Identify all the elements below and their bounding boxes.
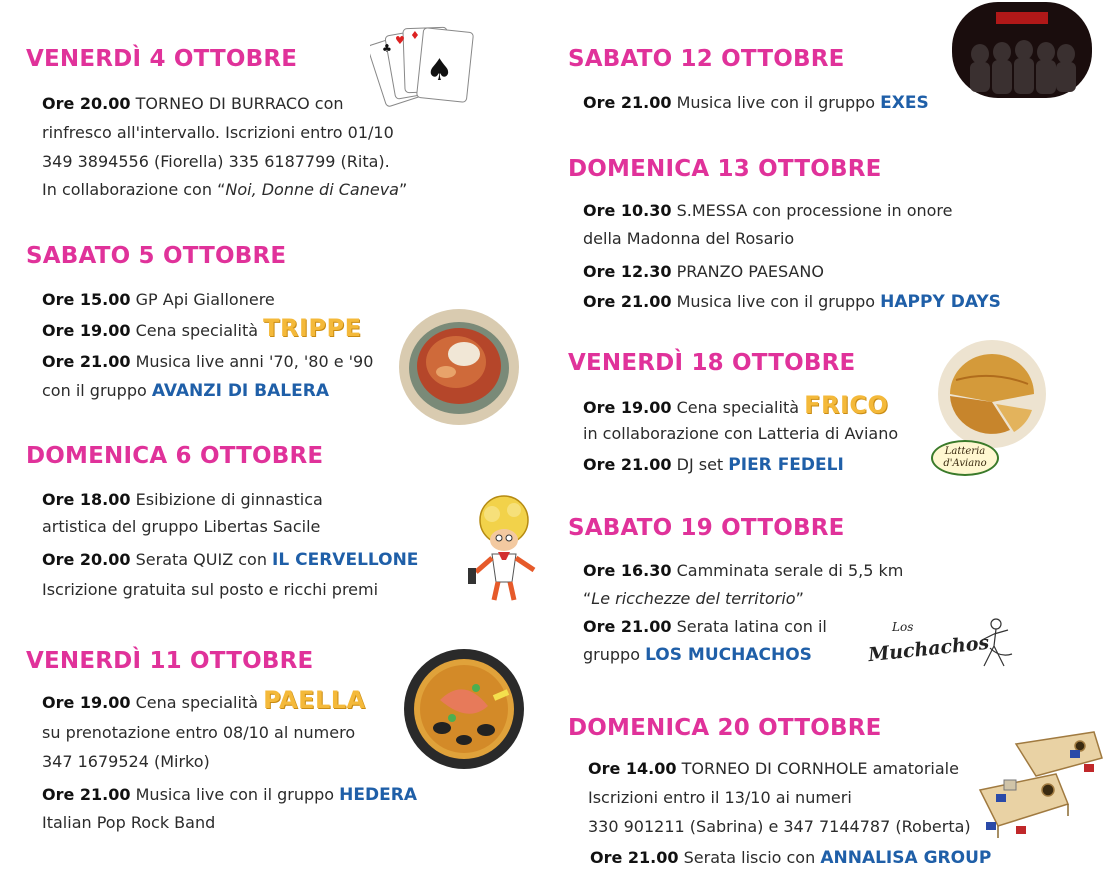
svg-text:♣: ♣ [382, 42, 392, 55]
event-line: Ore 21.00 Musica live con il gruppo HAPPY DAYS [583, 292, 1001, 312]
event-line: Ore 21.00 Serata latina con il [583, 617, 827, 636]
event-line: Ore 21.00 Musica live con il gruppo HEDERA [42, 785, 417, 805]
event-line: Italian Pop Rock Band [42, 813, 216, 832]
event-line: con il gruppo AVANZI DI BALERA [42, 381, 329, 401]
event-line: Ore 21.00 DJ set PIER FEDELI [583, 455, 844, 475]
event-line: In collaborazione con “Noi, Donne di Caneva” [42, 180, 408, 199]
event-line: Ore 19.00 Cena specialità FRICO [583, 391, 889, 419]
day-title-sab19: SABATO 19 OTTOBRE [568, 515, 845, 541]
day-title-ven4: VENERDÌ 4 OTTOBRE [26, 46, 298, 72]
event-line: Ore 20.00 TORNEO DI BURRACO con [42, 94, 344, 113]
event-line: 330 901211 (Sabrina) e 347 7144787 (Roberta) [588, 817, 971, 836]
event-line: “Le ricchezze del territorio” [583, 589, 804, 608]
event-line: Ore 10.30 S.MESSA con processione in onore [583, 201, 953, 220]
day-title-dom20: DOMENICA 20 OTTOBRE [568, 715, 882, 741]
day-title-ven11: VENERDÌ 11 OTTOBRE [26, 648, 314, 674]
event-line: su prenotazione entro 08/10 al numero [42, 723, 356, 742]
event-line: Ore 20.00 Serata QUIZ con IL CERVELLONE [42, 550, 419, 570]
event-line: Ore 16.30 Camminata serale di 5,5 km [583, 561, 904, 580]
day-title-ven18: VENERDÌ 18 OTTOBRE [568, 350, 856, 376]
cervellone-mascot-image [462, 494, 546, 606]
event-line: Iscrizioni entro il 13/10 ai numeri [588, 788, 852, 807]
event-line: Ore 19.00 Cena specialità TRIPPE [42, 314, 362, 342]
day-title-dom6: DOMENICA 6 OTTOBRE [26, 443, 324, 469]
los-muchachos-logo: Los Muchachos [867, 620, 991, 667]
event-line: 347 1679524 (Mirko) [42, 752, 210, 771]
playing-cards-image [370, 22, 480, 114]
event-line: in collaborazione con Latteria di Aviano [583, 424, 899, 443]
event-line: Ore 21.00 Musica live anni '70, '80 e '90 [42, 352, 374, 371]
svg-text:♠: ♠ [426, 53, 453, 88]
event-line: Ore 12.30 PRANZO PAESANO [583, 262, 824, 281]
event-line: 349 3894556 (Fiorella) 335 6187799 (Rita). [42, 152, 390, 171]
cornhole-boards-image [976, 730, 1104, 842]
event-line: della Madonna del Rosario [583, 229, 795, 248]
event-line: gruppo LOS MUCHACHOS [583, 645, 812, 665]
event-line: Ore 21.00 Musica live con il gruppo EXES [583, 93, 929, 113]
paella-dish-image [402, 648, 526, 770]
svg-text:♦: ♦ [410, 29, 420, 42]
frico-dish-image [936, 340, 1048, 448]
event-line: Ore 21.00 Serata liscio con ANNALISA GROUP [590, 848, 992, 868]
day-title-sab5: SABATO 5 OTTOBRE [26, 243, 287, 269]
event-line: Iscrizione gratuita sul posto e ricchi premi [42, 580, 379, 599]
exes-band-photo [952, 2, 1092, 98]
event-line: Ore 19.00 Cena specialità PAELLA [42, 686, 366, 714]
svg-text:♥: ♥ [395, 34, 405, 47]
day-title-sab12: SABATO 12 OTTOBRE [568, 46, 845, 72]
event-line: Ore 15.00 GP Api Giallonere [42, 290, 275, 309]
event-line: rinfresco all'intervallo. Iscrizioni entro 01/10 [42, 123, 394, 142]
trippe-dish-image [398, 308, 520, 426]
event-line: Ore 18.00 Esibizione di ginnastica [42, 490, 323, 509]
dancers-sketch-image [978, 616, 1016, 676]
day-title-dom13: DOMENICA 13 OTTOBRE [568, 156, 882, 182]
latteria-aviano-logo: Latteria d'Aviano [931, 440, 999, 476]
event-line: Ore 14.00 TORNEO DI CORNHOLE amatoriale [588, 759, 959, 778]
event-line: artistica del gruppo Libertas Sacile [42, 517, 321, 536]
